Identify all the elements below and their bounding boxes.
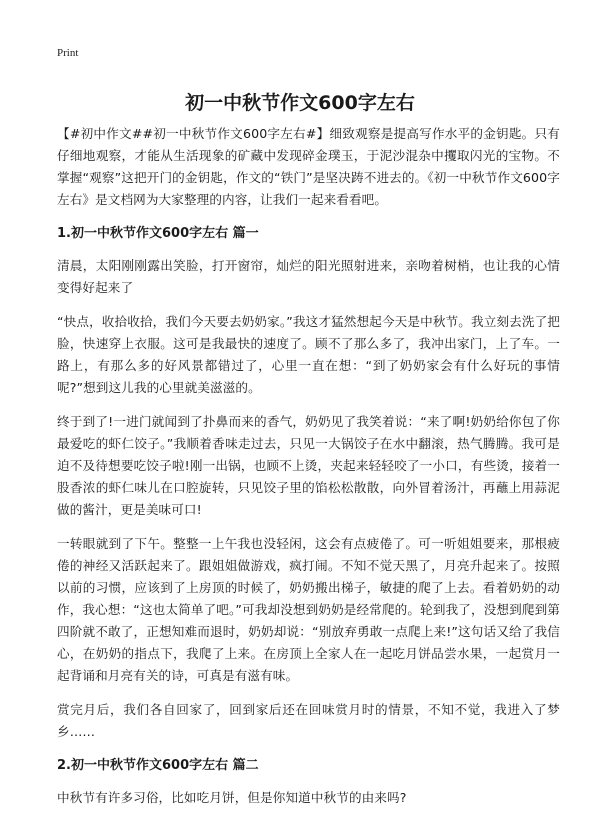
paragraph: 中秋节有许多习俗，比如吃月饼，但是你知道中秋节的由来吗? xyxy=(57,790,407,805)
page-title: 初一中秋节作文600字左右 xyxy=(185,92,415,114)
paragraph: 赏完月后，我们各自回家了，回到家后还在回味赏月时的情景，不知不觉，我进入了梦乡…… xyxy=(57,702,560,739)
paragraph: 清晨，太阳刚刚露出笑脸，打开窗帘，灿烂的阳光照射进来，亲吻着树梢，也让我的心情变得好起来了 xyxy=(57,258,560,295)
paragraph: 一转眼就到了下午。整整一上午我也没轻闲，这会有点疲倦了。可一听姐姐要来，那根疲倦的神经又活跃起来了。跟姐姐做游戏，疯打闹。不知不觉天黑了，月亮升起来了。按照以前的习惯，应该到了上房顶的时候了，奶奶搬出梯子，敏捷的爬了上去。看着奶奶的动作，我心想：“这也太简单了吧。”可我却没想到奶奶是经常爬的。轮到我了，没想到爬到第四阶就不敢了，正想知难而退时，奶奶却说：“别放弃勇敢一点爬上来!”这句话又给了我信心，在奶奶的指点下，我爬了上来。在房顶上全家人在一起吃月饼品尝水果，一起赏月一起背诵和月亮有关的诗，可真是有滋有味。 xyxy=(57,536,560,683)
print-label: Print xyxy=(57,47,79,59)
paragraph: 终于到了!一进门就闻到了扑鼻而来的香气，奶奶见了我笑着说：“来了啊!奶奶给你包了你最爱吃的虾仁饺子。”我顺着香味走过去，只见一大锅饺子在水中翻滚，热气腾腾。我可是迫不及待想要吃饺子啦!刚一出锅，也顾不上烫，夹起来轻轻咬了一小口，有些烫，接着一股香浓的虾仁味儿在口腔旋转，只见饺子里的馅松松散散，向外冒着汤汁，再蘸上用蒜泥做的酱汁，更是美味可口! xyxy=(57,414,560,517)
section-heading-1: 1.初一中秋节作文600字左右 篇一 xyxy=(57,226,259,241)
section-heading-2: 2.初一中秋节作文600字左右 篇二 xyxy=(57,758,259,773)
paragraph: “快点，收拾收拾，我们今天要去奶奶家。”我这才猛然想起今天是中秋节。我立刻去洗了把脸，快速穿上衣服。这可是我最快的速度了。顾不了那么多了，我冲出家门，上了车。一路上，有那么多的好风景都错过了，心里一直在想：“到了奶奶家会有什么好玩的事情呢?”想到这儿我的心里就美滋滋的。 xyxy=(57,314,560,395)
intro-paragraph: 【#初中作文##初一中秋节作文600字左右#】细致观察是提高写作水平的金钥匙。只有仔细地观察，才能从生活现象的矿藏中发现碎金璞玉，于泥沙混杂中攫取闪光的宝物。不掌握“观察”这把开门的金钥匙，作文的“铁门”是坚决踌不进去的。《初一中秋节作文600字左右》是文档网为大家整理的内容，让我们一起来看看吧。 xyxy=(57,126,560,207)
article-body xyxy=(57,123,560,821)
